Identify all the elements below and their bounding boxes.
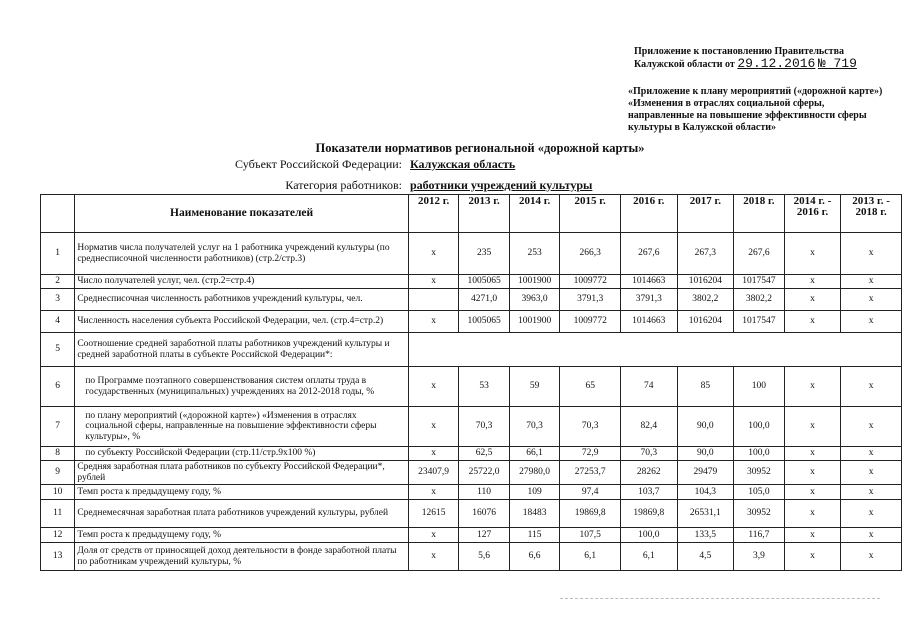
row-indicator-name: Среднесписочная численность работников учреждений культуры, чел. xyxy=(75,289,408,311)
row-value-cell: х xyxy=(784,461,841,485)
row-value-cell: 27980,0 xyxy=(509,461,560,485)
row-value-cell: 116,7 xyxy=(734,528,785,543)
row-value-cell: х xyxy=(841,233,902,275)
row-indicator-name: Норматив числа получателей услуг на 1 работника учреждений культуры (по среднесписочной численности работников) (стр.2/стр.3) xyxy=(75,233,408,275)
row-value-cell: 18483 xyxy=(509,500,560,528)
table-row xyxy=(41,367,902,407)
row-value-cell: 59 xyxy=(509,367,560,407)
row-value-cell: 65 xyxy=(560,367,621,407)
row-value-cell: 1009772 xyxy=(560,275,621,289)
row-indicator-name: Число получателей услуг, чел. (стр.2=стр.4) xyxy=(75,275,408,289)
row-value-cell: 267,6 xyxy=(734,233,785,275)
table-row xyxy=(41,528,902,543)
appendix-date: 29.12.2016 xyxy=(737,56,816,71)
row-value-cell: 100,0 xyxy=(621,528,678,543)
row-value-cell: 133,5 xyxy=(677,528,734,543)
table-row xyxy=(41,289,902,311)
row-value-cell: 6,6 xyxy=(509,543,560,571)
row-number: 6 xyxy=(41,367,75,407)
sub-appendix-line4: культуры в Калужской области» xyxy=(628,122,776,133)
row-value-cell: 62,5 xyxy=(459,447,510,461)
header-2014: 2014 г. xyxy=(509,195,560,233)
row-value-cell: х xyxy=(408,311,459,333)
row-value-cell: 100 xyxy=(734,367,785,407)
header-2015: 2015 г. xyxy=(560,195,621,233)
row-value-cell: х xyxy=(408,543,459,571)
row-indicator-name: Среднемесячная заработная плата работников учреждений культуры, рублей xyxy=(75,500,408,528)
header-2013: 2013 г. xyxy=(459,195,510,233)
row-value-cell: 30952 xyxy=(734,461,785,485)
row-value-cell: 66,1 xyxy=(509,447,560,461)
appendix-number: № 719 xyxy=(817,56,857,71)
row-value-cell: 1005065 xyxy=(459,311,510,333)
row-value-cell: 3,9 xyxy=(734,543,785,571)
row-value-cell: х xyxy=(841,500,902,528)
row-value-cell: 74 xyxy=(621,367,678,407)
row-value-cell: 26531,1 xyxy=(677,500,734,528)
row-indicator-name: по плану мероприятий («дорожной карте») «Изменения в отраслях социальной сферы, направленные на повышение эффективности сферы культуры», % xyxy=(75,407,408,447)
row-number: 4 xyxy=(41,311,75,333)
row-value-cell: 267,3 xyxy=(677,233,734,275)
row-value-cell: 103,7 xyxy=(621,485,678,500)
row-number: 11 xyxy=(41,500,75,528)
row-value-cell: 267,6 xyxy=(621,233,678,275)
table-row xyxy=(41,500,902,528)
row-value-cell: 90,0 xyxy=(677,447,734,461)
table-header-row xyxy=(41,195,902,233)
appendix-line2 xyxy=(634,58,857,71)
table-row xyxy=(41,407,902,447)
row-indicator-name: Средняя заработная плата работников по субъекту Российской Федерации*, рублей xyxy=(75,461,408,485)
row-value-cell: х xyxy=(841,528,902,543)
row-indicator-name: по Программе поэтапного совершенствования систем оплаты труда в государственных (муниципальных) учреждениях на 2012-2018 годы, % xyxy=(75,367,408,407)
row-value-cell: 30952 xyxy=(734,500,785,528)
row-value-cell: 1016204 xyxy=(677,311,734,333)
row-value-cell: 3791,3 xyxy=(621,289,678,311)
row-value-cell: 1014663 xyxy=(621,275,678,289)
row-value-cell: х xyxy=(784,407,841,447)
header-number xyxy=(41,195,75,233)
row-value-cell: 3963,0 xyxy=(509,289,560,311)
row-indicator-name: Соотношение средней заработной платы работников учреждений культуры и средней заработной платы в субъекте Российской Федерации*: xyxy=(75,333,408,367)
category-label: Категория работников: xyxy=(285,178,402,192)
row-value-cell: 5,6 xyxy=(459,543,510,571)
row-number: 8 xyxy=(41,447,75,461)
row-value-cell: х xyxy=(784,543,841,571)
table-row xyxy=(41,461,902,485)
row-number: 12 xyxy=(41,528,75,543)
row-value-cell: х xyxy=(408,407,459,447)
row-value-cell: 1014663 xyxy=(621,311,678,333)
row-value-cell: х xyxy=(408,275,459,289)
indicators-table xyxy=(40,194,902,571)
row-value-cell: х xyxy=(841,485,902,500)
document-title: Показатели нормативов региональной «дорожной карты» xyxy=(315,141,645,155)
row-value-cell: 127 xyxy=(459,528,510,543)
row-value-cell: 235 xyxy=(459,233,510,275)
row-value-cell: х xyxy=(408,485,459,500)
row-value-cell: х xyxy=(841,275,902,289)
row-value-cell: 70,3 xyxy=(459,407,510,447)
header-2017: 2017 г. xyxy=(677,195,734,233)
table-row xyxy=(41,447,902,461)
row-number: 1 xyxy=(41,233,75,275)
sub-appendix-line1: «Приложение к плану мероприятий («дорожной карте») xyxy=(628,86,883,97)
row-number: 10 xyxy=(41,485,75,500)
row-value-cell: 107,5 xyxy=(560,528,621,543)
row-value-cell: 3802,2 xyxy=(677,289,734,311)
row-indicator-name: Темп роста к предыдущему году, % xyxy=(75,485,408,500)
row-value-cell: х xyxy=(408,528,459,543)
row-value-cell: 70,3 xyxy=(509,407,560,447)
row-value-cell: х xyxy=(408,233,459,275)
row-value-cell: 105,0 xyxy=(734,485,785,500)
header-2016: 2016 г. xyxy=(621,195,678,233)
row-value-cell: 104,3 xyxy=(677,485,734,500)
row-value-cell: 1009772 xyxy=(560,311,621,333)
row-indicator-name: Темп роста к предыдущему году, % xyxy=(75,528,408,543)
row-value-cell: 72,9 xyxy=(560,447,621,461)
row-indicator-name: по субъекту Российской Федерации (стр.11/стр.9х100 %) xyxy=(75,447,408,461)
row-value-cell: 82,4 xyxy=(621,407,678,447)
subject-value: Калужская область xyxy=(410,157,516,171)
row-value-cell: х xyxy=(784,233,841,275)
table-row xyxy=(41,311,902,333)
appendix-line2-prefix: Калужской области от xyxy=(634,59,735,70)
row-value-cell: 12615 xyxy=(408,500,459,528)
row-value-cell: 27253,7 xyxy=(560,461,621,485)
row-value-cell: 109 xyxy=(509,485,560,500)
row-value-cell: 1005065 xyxy=(459,275,510,289)
row-value-cell: 28262 xyxy=(621,461,678,485)
row-value-cell: 4,5 xyxy=(677,543,734,571)
header-2018: 2018 г. xyxy=(734,195,785,233)
row-value-cell: 16076 xyxy=(459,500,510,528)
row-value-cell: 115 xyxy=(509,528,560,543)
row-value-cell: 100,0 xyxy=(734,407,785,447)
appendix-note xyxy=(634,46,857,71)
row-value-cell: 1016204 xyxy=(677,275,734,289)
row-value-cell: х xyxy=(408,367,459,407)
category-value: работники учреждений культуры xyxy=(410,178,593,192)
row-value-cell: 1017547 xyxy=(734,311,785,333)
table-row xyxy=(41,275,902,289)
row-value-cell: 19869,8 xyxy=(560,500,621,528)
row-value-cell: х xyxy=(841,311,902,333)
scan-edge-divider xyxy=(560,598,880,600)
row-indicator-name: Численность населения субъекта Российской Федерации, чел. (стр.4=стр.2) xyxy=(75,311,408,333)
subject-row xyxy=(0,157,402,173)
row-value-cell: х xyxy=(841,289,902,311)
row-indicator-name: Доля от средств от приносящей доход деятельности в фонде заработной платы по работникам учреждений культуры, % xyxy=(75,543,408,571)
row-value-cell: х xyxy=(784,528,841,543)
table-row xyxy=(41,333,902,367)
row-value-cell: х xyxy=(784,447,841,461)
row-value-cell: 23407,9 xyxy=(408,461,459,485)
row-number: 7 xyxy=(41,407,75,447)
category-row xyxy=(0,178,402,194)
header-2013-2018: 2013 г. - 2018 г. xyxy=(841,195,902,233)
row-value-cell: 70,3 xyxy=(560,407,621,447)
row-value-cell: 19869,8 xyxy=(621,500,678,528)
row-value-cell: х xyxy=(841,367,902,407)
row-value-cell: х xyxy=(784,275,841,289)
row-value-cell: х xyxy=(841,407,902,447)
row-merged-empty-cell xyxy=(408,333,901,367)
row-value-cell: 6,1 xyxy=(560,543,621,571)
sub-appendix-line2: «Изменения в отраслях социальной сферы, xyxy=(628,98,825,109)
table-row xyxy=(41,543,902,571)
row-value-cell: 90,0 xyxy=(677,407,734,447)
row-value-cell: 100,0 xyxy=(734,447,785,461)
row-value-cell: х xyxy=(784,500,841,528)
row-value-cell: 25722,0 xyxy=(459,461,510,485)
table-row xyxy=(41,485,902,500)
row-value-cell: х xyxy=(784,367,841,407)
row-value-cell: 97,4 xyxy=(560,485,621,500)
row-value-cell: х xyxy=(408,447,459,461)
row-value-cell: х xyxy=(841,543,902,571)
row-value-cell: 6,1 xyxy=(621,543,678,571)
row-value-cell: 1001900 xyxy=(509,311,560,333)
header-name: Наименование показателей xyxy=(75,195,408,233)
sub-appendix-note xyxy=(628,86,903,134)
row-value-cell: х xyxy=(841,447,902,461)
row-number: 2 xyxy=(41,275,75,289)
row-number: 9 xyxy=(41,461,75,485)
subject-label: Субъект Российской Федерации: xyxy=(235,157,402,171)
row-value-cell: х xyxy=(784,311,841,333)
header-2014-2016: 2014 г. - 2016 г. xyxy=(784,195,841,233)
row-value-cell: 85 xyxy=(677,367,734,407)
row-value-cell xyxy=(408,289,459,311)
row-value-cell: 1001900 xyxy=(509,275,560,289)
row-value-cell: 3802,2 xyxy=(734,289,785,311)
row-value-cell: 253 xyxy=(509,233,560,275)
row-value-cell: х xyxy=(784,289,841,311)
sub-appendix-line3: направленные на повышение эффективности сферы xyxy=(628,110,867,121)
row-value-cell: х xyxy=(784,485,841,500)
row-number: 5 xyxy=(41,333,75,367)
row-value-cell: 53 xyxy=(459,367,510,407)
row-value-cell: 1017547 xyxy=(734,275,785,289)
row-value-cell: 3791,3 xyxy=(560,289,621,311)
row-value-cell: 110 xyxy=(459,485,510,500)
row-value-cell: 266,3 xyxy=(560,233,621,275)
row-value-cell: 70,3 xyxy=(621,447,678,461)
row-number: 13 xyxy=(41,543,75,571)
row-value-cell: 4271,0 xyxy=(459,289,510,311)
row-value-cell: 29479 xyxy=(677,461,734,485)
row-number: 3 xyxy=(41,289,75,311)
row-value-cell: х xyxy=(841,461,902,485)
appendix-line1: Приложение к постановлению Правительства xyxy=(634,46,844,57)
table-row xyxy=(41,233,902,275)
header-2012: 2012 г. xyxy=(408,195,459,233)
